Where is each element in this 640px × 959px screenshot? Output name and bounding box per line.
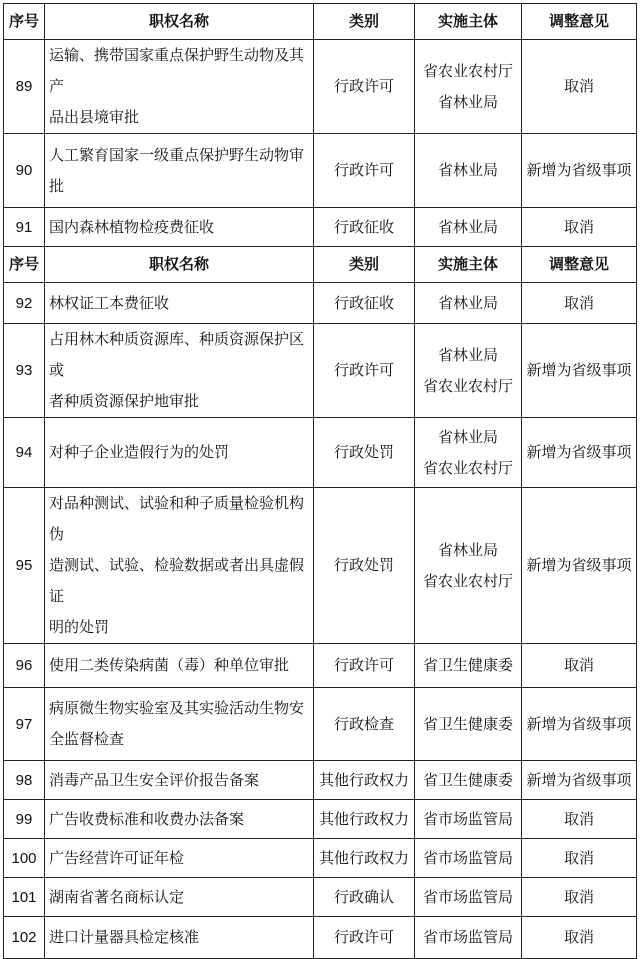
authority-name-cell: 进口计量器具检定核准 <box>45 917 314 959</box>
table-row <box>4 800 637 839</box>
implementing-body-cell: 省林业局 <box>415 283 522 324</box>
serial-cell: 98 <box>4 761 45 800</box>
serial-cell: 90 <box>4 134 45 208</box>
adjustment-opinion-cell: 新增为省级事项 <box>522 134 637 208</box>
authority-name-cell: 对种子企业造假行为的处罚 <box>45 418 314 488</box>
category-cell: 其他行政权力 <box>314 800 415 839</box>
serial-cell: 101 <box>4 878 45 917</box>
header-serial: 序号 <box>4 4 45 40</box>
adjustment-opinion-cell: 取消 <box>522 283 637 324</box>
header-category: 类别 <box>314 247 415 283</box>
authority-name-cell: 人工繁育国家一级重点保护野生动物审 批 <box>45 134 314 208</box>
header-name: 职权名称 <box>45 247 314 283</box>
implementing-body-cell: 省林业局 省农业农村厅 <box>415 418 522 488</box>
table-row <box>4 40 637 134</box>
category-cell: 行政征收 <box>314 208 415 247</box>
header-serial: 序号 <box>4 247 45 283</box>
adjustment-opinion-cell: 取消 <box>522 644 637 688</box>
category-cell: 其他行政权力 <box>314 761 415 800</box>
category-cell: 行政许可 <box>314 40 415 134</box>
category-cell: 行政许可 <box>314 324 415 418</box>
table-row <box>4 488 637 644</box>
serial-cell: 102 <box>4 917 45 959</box>
table-row <box>4 283 637 324</box>
header-body: 实施主体 <box>415 4 522 40</box>
implementing-body-cell: 省林业局 <box>415 208 522 247</box>
implementing-body-cell: 省林业局 省农业农村厅 <box>415 324 522 418</box>
authority-name-cell: 运输、携带国家重点保护野生动物及其产 品出县境审批 <box>45 40 314 134</box>
table-row <box>4 134 637 208</box>
implementing-body-cell: 省林业局 省农业农村厅 <box>415 488 522 644</box>
category-cell: 行政征收 <box>314 283 415 324</box>
serial-cell: 94 <box>4 418 45 488</box>
authority-name-cell: 林权证工本费征收 <box>45 283 314 324</box>
table-row <box>4 688 637 761</box>
implementing-body-cell: 省市场监管局 <box>415 917 522 959</box>
header-row <box>4 4 637 40</box>
header-body: 实施主体 <box>415 247 522 283</box>
table-row <box>4 418 637 488</box>
category-cell: 行政许可 <box>314 134 415 208</box>
category-cell: 行政许可 <box>314 644 415 688</box>
category-cell: 行政许可 <box>314 917 415 959</box>
serial-cell: 97 <box>4 688 45 761</box>
serial-cell: 92 <box>4 283 45 324</box>
table-row <box>4 917 637 959</box>
header-row <box>4 247 637 283</box>
adjustment-opinion-cell: 取消 <box>522 878 637 917</box>
authority-name-cell: 消毒产品卫生安全评价报告备案 <box>45 761 314 800</box>
adjustment-opinion-cell: 新增为省级事项 <box>522 488 637 644</box>
adjustment-opinion-cell: 新增为省级事项 <box>522 418 637 488</box>
table-row <box>4 878 637 917</box>
adjustment-opinion-cell: 取消 <box>522 40 637 134</box>
serial-cell: 99 <box>4 800 45 839</box>
table-row <box>4 644 637 688</box>
table-body <box>4 4 637 959</box>
serial-cell: 93 <box>4 324 45 418</box>
adjustment-opinion-cell: 取消 <box>522 839 637 878</box>
header-category: 类别 <box>314 4 415 40</box>
category-cell: 行政处罚 <box>314 488 415 644</box>
adjustment-opinion-cell: 新增为省级事项 <box>522 761 637 800</box>
header-opinion: 调整意见 <box>522 247 637 283</box>
authority-name-cell: 广告经营许可证年检 <box>45 839 314 878</box>
category-cell: 行政处罚 <box>314 418 415 488</box>
category-cell: 其他行政权力 <box>314 839 415 878</box>
table-row <box>4 761 637 800</box>
serial-cell: 89 <box>4 40 45 134</box>
serial-cell: 91 <box>4 208 45 247</box>
authority-name-cell: 占用林木种质资源库、种质资源保护区或 者种质资源保护地审批 <box>45 324 314 418</box>
adjustment-opinion-cell: 取消 <box>522 800 637 839</box>
table-row <box>4 839 637 878</box>
authority-name-cell: 病原微生物实验室及其实验活动生物安 全监督检查 <box>45 688 314 761</box>
category-cell: 行政确认 <box>314 878 415 917</box>
implementing-body-cell: 省卫生健康委 <box>415 688 522 761</box>
adjustment-opinion-cell: 新增为省级事项 <box>522 688 637 761</box>
adjustment-opinion-cell: 取消 <box>522 208 637 247</box>
authority-name-cell: 湖南省著名商标认定 <box>45 878 314 917</box>
adjustment-opinion-cell: 取消 <box>522 917 637 959</box>
category-cell: 行政检查 <box>314 688 415 761</box>
implementing-body-cell: 省市场监管局 <box>415 878 522 917</box>
header-opinion: 调整意见 <box>522 4 637 40</box>
header-name: 职权名称 <box>45 4 314 40</box>
implementing-body-cell: 省市场监管局 <box>415 800 522 839</box>
table-row <box>4 324 637 418</box>
adjustment-opinion-cell: 新增为省级事项 <box>522 324 637 418</box>
implementing-body-cell: 省农业农村厅 省林业局 <box>415 40 522 134</box>
authority-name-cell: 使用二类传染病菌（毒）种单位审批 <box>45 644 314 688</box>
implementing-body-cell: 省林业局 <box>415 134 522 208</box>
implementing-body-cell: 省卫生健康委 <box>415 761 522 800</box>
serial-cell: 96 <box>4 644 45 688</box>
authority-name-cell: 国内森林植物检疫费征收 <box>45 208 314 247</box>
authority-table <box>3 3 637 959</box>
implementing-body-cell: 省市场监管局 <box>415 839 522 878</box>
serial-cell: 100 <box>4 839 45 878</box>
authority-name-cell: 对品种测试、试验和种子质量检验机构伪 造测试、试验、检验数据或者出具虚假证 明的处罚 <box>45 488 314 644</box>
implementing-body-cell: 省卫生健康委 <box>415 644 522 688</box>
serial-cell: 95 <box>4 488 45 644</box>
authority-name-cell: 广告收费标准和收费办法备案 <box>45 800 314 839</box>
table-row <box>4 208 637 247</box>
